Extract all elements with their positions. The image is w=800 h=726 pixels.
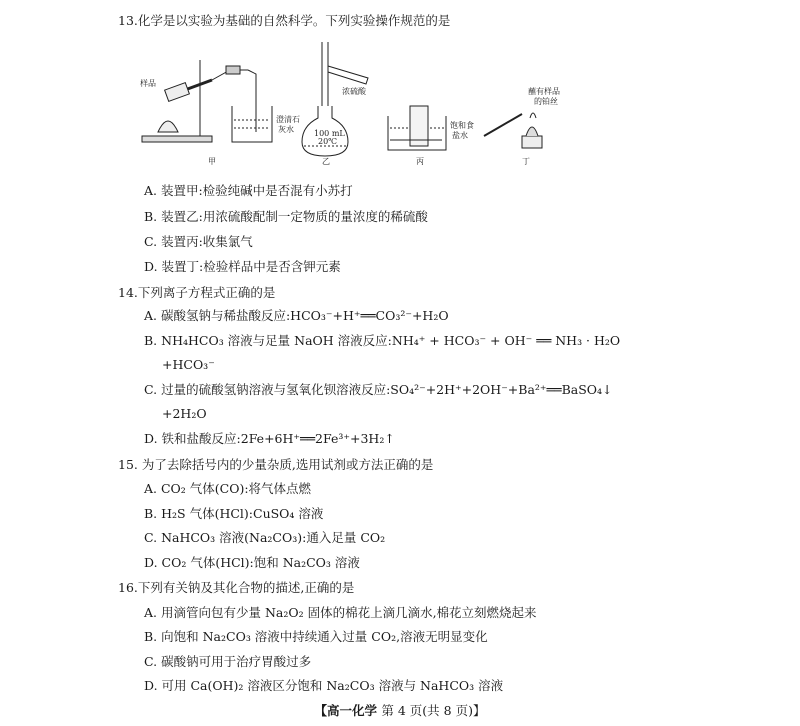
question-16-stem: 16.下列有关钠及其化合物的描述,正确的是 (118, 580, 355, 595)
label-jia: 甲 (208, 157, 216, 166)
q15-option-d: D. CO₂ 气体(HCl):饱和 Na₂CO₃ 溶液 (144, 555, 360, 570)
label-flask-volume: 100 mL (314, 129, 345, 138)
label-ding: 丁 (522, 157, 530, 166)
label-bing: 丙 (416, 157, 424, 166)
label-limewater-1: 澄清石 (276, 115, 300, 124)
label-pt-wire-2: 的铂丝 (534, 97, 558, 106)
footer-page-number: 第 4 页(共 8 页)】 (381, 703, 486, 718)
q16-option-d: D. 可用 Ca(OH)₂ 溶液区分饱和 Na₂CO₃ 溶液与 NaHCO₃ 溶液 (144, 678, 504, 693)
q13-option-c: C. 装置丙:收集氯气 (144, 234, 253, 249)
label-saltwater-2: 盐水 (452, 131, 468, 140)
label-pt-wire-1: 蘸有样品 (528, 87, 560, 96)
q15-option-c: C. NaHCO₃ 溶液(Na₂CO₃):通入足量 CO₂ (144, 530, 386, 545)
q16-option-b: B. 向饱和 Na₂CO₃ 溶液中持续通入过量 CO₂,溶液无明显变化 (144, 629, 488, 644)
apparatus-ding (484, 113, 542, 148)
apparatus-jia (142, 60, 272, 142)
q15-option-a: A. CO₂ 气体(CO):将气体点燃 (144, 481, 312, 496)
q14-option-b: B. NH₄HCO₃ 溶液与足量 NaOH 溶液反应:NH₄⁺ + HCO₃⁻ + OH⁻ ══ NH₃ · H₂O (144, 333, 621, 348)
q16-option-c: C. 碳酸钠可用于治疗胃酸过多 (144, 654, 312, 669)
q15-option-b: B. H₂S 气体(HCl):CuSO₄ 溶液 (144, 506, 324, 521)
q13-option-d: D. 装置丁:检验样品中是否含钾元素 (144, 259, 341, 274)
label-flask-temp: 20℃ (318, 137, 338, 146)
q16-option-a: A. 用滴管向包有少量 Na₂O₂ 固体的棉花上滴几滴水,棉花立刻燃烧起来 (144, 605, 537, 620)
apparatus-figure (130, 36, 600, 172)
label-conc-acid: 浓硫酸 (342, 87, 366, 96)
footer-subject: 【高一化学 (314, 703, 378, 718)
q14-option-c: C. 过量的硫酸氢钠溶液与氢氧化钡溶液反应:SO₄²⁻+2H⁺+2OH⁻+Ba²⁺══BaSO₄↓ (144, 382, 613, 397)
label-sample: 样品 (140, 79, 156, 88)
q13-option-b: B. 装置乙:用浓硫酸配制一定物质的量浓度的稀硫酸 (144, 209, 428, 224)
q14-option-b-cont: +HCO₃⁻ (162, 357, 215, 372)
label-limewater-2: 灰水 (278, 125, 294, 134)
label-yi: 乙 (322, 157, 330, 166)
apparatus-bing (388, 106, 446, 150)
question-13-stem: 13.化学是以实验为基础的自然科学。下列实验操作规范的是 (118, 13, 451, 28)
label-saltwater-1: 饱和食 (450, 121, 474, 130)
q13-option-a: A. 装置甲:检验纯碱中是否混有小苏打 (144, 183, 353, 198)
question-15-stem: 15. 为了去除括号内的少量杂质,选用试剂或方法正确的是 (118, 457, 434, 472)
question-14-stem: 14.下列离子方程式正确的是 (118, 285, 276, 300)
q14-option-d: D. 铁和盐酸反应:2Fe+6H⁺══2Fe³⁺+3H₂↑ (144, 431, 395, 446)
page-footer (0, 701, 800, 719)
q14-option-c-cont: +2H₂O (162, 406, 207, 421)
q14-option-a: A. 碳酸氢钠与稀盐酸反应:HCO₃⁻+H⁺══CO₃²⁻+H₂O (144, 308, 449, 323)
